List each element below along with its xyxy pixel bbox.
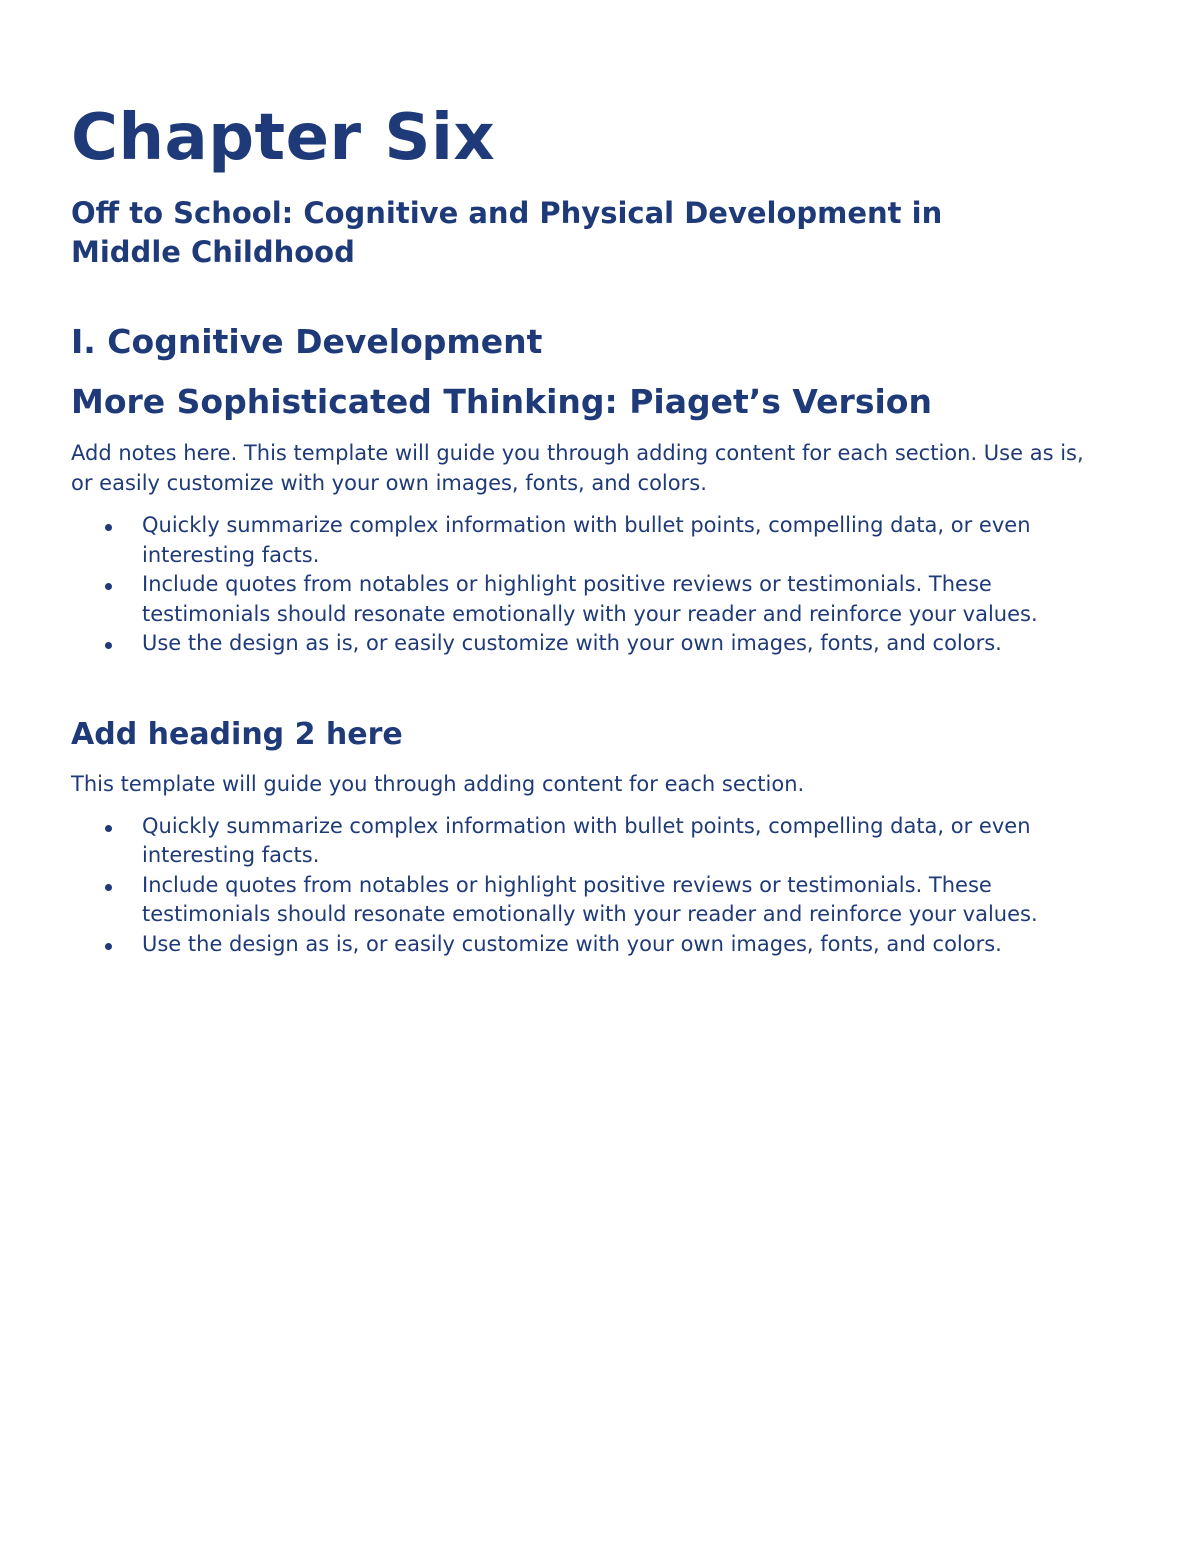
bullet-icon: [105, 642, 112, 649]
bullet-icon: [105, 583, 112, 590]
section-2-bullet-list: [71, 812, 1120, 960]
list-item-text: Quickly summarize complex information with bullet points, compelling data, or even interesting facts.: [142, 513, 1031, 567]
list-item-text: Quickly summarize complex information with bullet points, compelling data, or even interesting facts.: [142, 813, 1031, 867]
list-item-text: Include quotes from notables or highlight positive reviews or testimonials. These testimonials should resonate emotionally with your reader and reinforce your values.: [142, 872, 1038, 926]
chapter-subtitle: Off to School: Cognitive and Physical Development in Middle Childhood: [71, 196, 943, 269]
list-item: [142, 570, 1120, 629]
section-1-subheading: More Sophisticated Thinking: Piaget’s Version: [71, 382, 932, 421]
list-item-text: Include quotes from notables or highlight positive reviews or testimonials. These testimonials should resonate emotionally with your reader and reinforce your values.: [142, 572, 1038, 626]
list-item: [142, 812, 1120, 871]
list-item: [142, 629, 1120, 659]
section-1-intro: Add notes here. This template will guide you through adding content for each section. Use as is, or easily customize with your own images, fonts, and colors.: [71, 441, 1084, 495]
list-item: [142, 930, 1120, 960]
section-1-bullet-list: [71, 511, 1120, 659]
list-item-text: Use the design as is, or easily customize with your own images, fonts, and colors.: [142, 931, 1002, 956]
bullet-icon: [105, 943, 112, 950]
bullet-icon: [105, 524, 112, 531]
list-item: [142, 511, 1120, 570]
list-item: [142, 871, 1120, 930]
list-item-text: Use the design as is, or easily customize with your own images, fonts, and colors.: [142, 631, 1002, 655]
section-2-heading: Add heading 2 here: [71, 716, 403, 752]
section-1-heading: I. Cognitive Development: [71, 322, 543, 361]
chapter-title: Chapter Six: [71, 101, 496, 175]
bullet-icon: [105, 884, 112, 891]
section-2-intro: This template will guide you through adding content for each section.: [71, 771, 805, 796]
bullet-icon: [105, 825, 112, 832]
